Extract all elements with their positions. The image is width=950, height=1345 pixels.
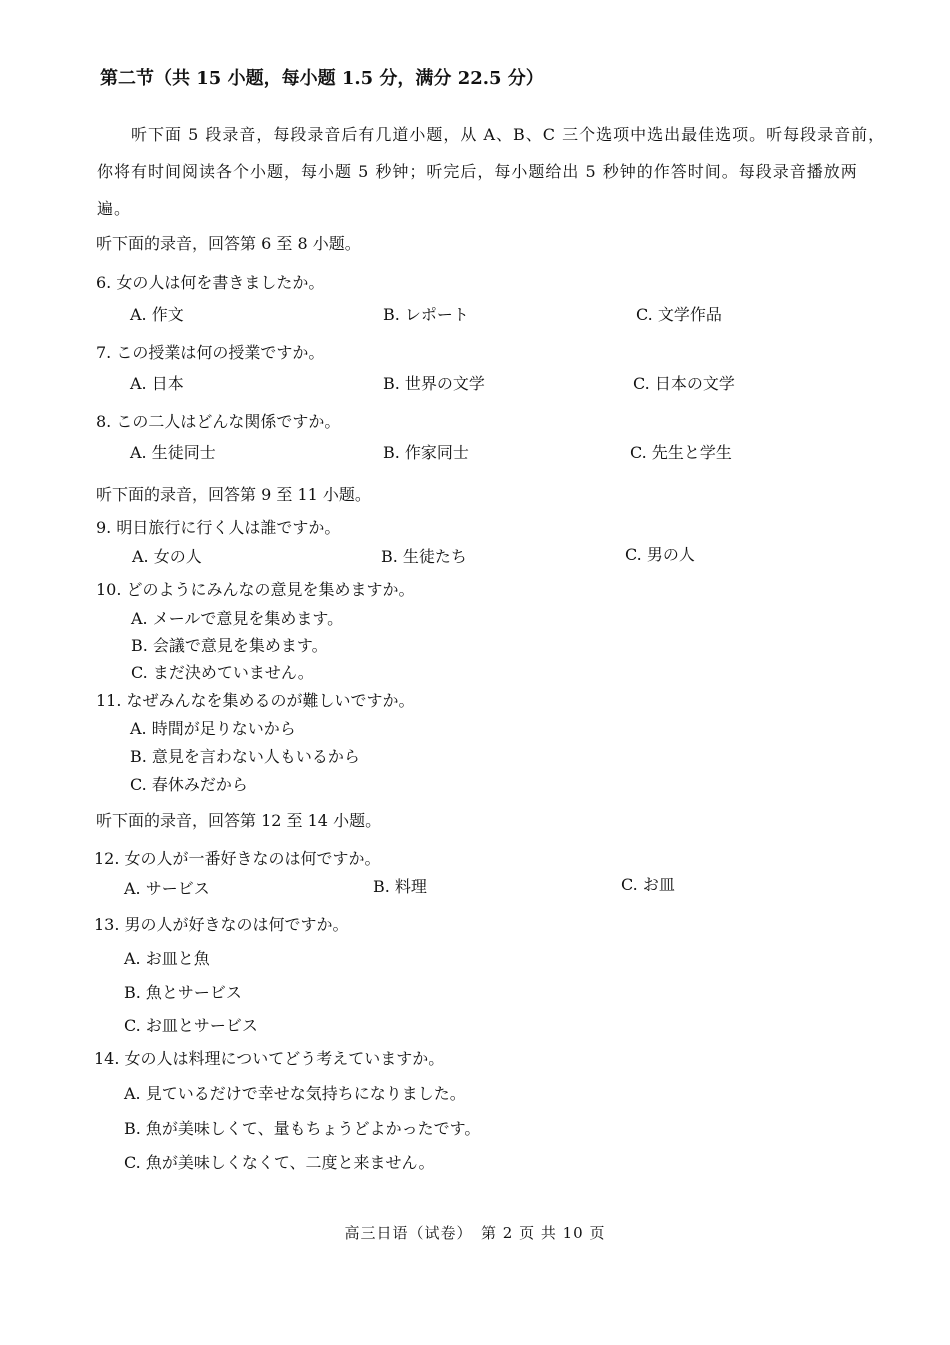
question-10: 10. どのようにみんなの意見を集めますか。 [96, 580, 415, 599]
question-14-option-c: C. 魚が美味しくなくて、二度と来ません。 [124, 1153, 435, 1172]
question-6-option-a: A. 作文 [130, 305, 184, 324]
question-14: 14. 女の人は料理についてどう考えていますか。 [94, 1049, 445, 1068]
question-11-option-c: C. 春休みだから [130, 775, 248, 794]
question-11-option-b: B. 意見を言わない人もいるから [130, 747, 360, 766]
question-9: 9. 明日旅行に行く人は誰ですか。 [96, 518, 341, 537]
section-title: 第二节（共 15 小题，每小题 1.5 分，满分 22.5 分） [100, 68, 544, 89]
question-12-option-a: A. サービス [124, 879, 210, 898]
question-14-option-a: A. 見ているだけで幸せな気持ちになりました。 [124, 1084, 466, 1103]
question-13-option-c: C. お皿とサービス [124, 1016, 258, 1035]
group-heading-3: 听下面的录音，回答第 12 至 14 小题。 [96, 811, 382, 830]
question-6-option-b: B. レポート [383, 305, 469, 324]
question-8-option-a: A. 生徒同士 [130, 443, 216, 462]
instructions-text: 听下面 5 段录音，每段录音后有几道小题，从 A、B、C 三个选项中选出最佳选项。听每段录音前，你将有时间阅读各个小题，每小题 5 秒钟；听完后，每小题给出 5 秒钟的作答时间。每段录音播放两遍。 [97, 125, 886, 218]
question-9-option-b: B. 生徒たち [381, 547, 467, 566]
question-9-option-a: A. 女の人 [132, 547, 202, 566]
group-heading-2: 听下面的录音，回答第 9 至 11 小题。 [96, 485, 371, 504]
question-8-option-b: B. 作家同士 [383, 443, 469, 462]
question-12-option-c: C. お皿 [621, 875, 675, 894]
question-8: 8. この二人はどんな関係ですか。 [96, 412, 341, 431]
question-8-option-c: C. 先生と学生 [630, 443, 732, 462]
question-12-option-b: B. 料理 [373, 877, 427, 896]
question-9-option-c: C. 男の人 [625, 545, 695, 564]
question-13-option-a: A. お皿と魚 [124, 949, 210, 968]
question-6: 6. 女の人は何を書きましたか。 [96, 273, 325, 292]
question-10-option-c: C. まだ決めていません。 [131, 663, 314, 682]
question-13-option-b: B. 魚とサービス [124, 983, 242, 1002]
instructions [97, 116, 887, 227]
question-13: 13. 男の人が好きなのは何ですか。 [94, 915, 349, 934]
question-7-option-a: A. 日本 [130, 374, 184, 393]
question-14-option-b: B. 魚が美味しくて、量もちょうどよかったです。 [124, 1119, 481, 1138]
question-11: 11. なぜみんなを集めるのが難しいですか。 [96, 691, 415, 710]
group-heading-1: 听下面的录音，回答第 6 至 8 小题。 [96, 234, 361, 253]
question-10-option-a: A. メールで意見を集めます。 [131, 609, 344, 628]
question-12: 12. 女の人が一番好きなのは何ですか。 [94, 849, 381, 868]
question-7-option-c: C. 日本の文学 [633, 374, 735, 393]
question-11-option-a: A. 時間が足りないから [130, 719, 296, 738]
question-7: 7. この授業は何の授業ですか。 [96, 343, 325, 362]
question-7-option-b: B. 世界の文学 [383, 374, 485, 393]
page-footer: 高三日语（试卷） 第 2 页 共 10 页 [344, 1224, 606, 1242]
question-10-option-b: B. 会議で意見を集めます。 [131, 636, 328, 655]
question-6-option-c: C. 文学作品 [636, 305, 722, 324]
